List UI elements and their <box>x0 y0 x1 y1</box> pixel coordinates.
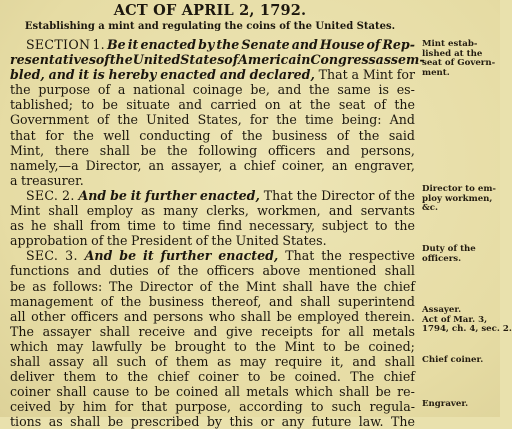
text-line: deliver them to the chief coiner to be coined. The chief <box>10 369 415 385</box>
margin-note-line: Act of Mar. 3, <box>422 314 488 325</box>
text-line: tablished; to be situate and carried on at the seat of the <box>10 97 415 113</box>
margin-note-line: Engraver. <box>422 399 469 409</box>
act-subtitle: Establishing a mint and regulating the coins of the United States. <box>24 21 396 32</box>
margin-note-line: ploy workmen, <box>422 193 493 204</box>
margin-note-assayer <box>422 305 512 335</box>
text-line: the purpose of a national coinage be, and the same is es- <box>10 82 415 98</box>
text-line: namely,—a Director, an assayer, a chief coiner, an engraver, <box>10 157 415 173</box>
text-line: resentatives of the United States of America in Congress assem- <box>10 52 425 68</box>
text-line: functions and duties of the officers above mentioned shall <box>10 263 415 279</box>
margin-note-line: lished at the <box>422 48 483 59</box>
margin-note-mint-established <box>422 40 498 78</box>
text-line: which may lawfully be brought to the Mint to be coined; <box>10 338 415 354</box>
margin-note-line: Mint estab- <box>422 39 478 49</box>
margin-note-line: officers. <box>422 253 462 264</box>
text-line: SECTION 1. Be it enacted by the Senate and House of Rep- <box>26 37 415 52</box>
text-line: shall assay all such of them as may require it, and shall <box>10 353 415 369</box>
text-line: approbation of the President of the United States. <box>10 233 327 249</box>
margin-note-line: Duty of the <box>422 244 476 254</box>
text-line: bled, and it is hereby enacted and declared, That a Mint for <box>10 67 415 83</box>
margin-note-line: 1794, ch. 4, sec. 2. <box>422 324 512 335</box>
margin-note-duty-officers <box>422 245 498 264</box>
margin-note-line: Assayer. <box>422 305 462 315</box>
margin-note-line: ment. <box>422 67 450 78</box>
text-line: coiner shall cause to be coined all metals which shall be re- <box>10 384 415 400</box>
margin-note-line: Director to em- <box>422 184 496 194</box>
text-line: Government of the United States, for the time being: And <box>10 112 415 128</box>
text-line: a treasurer. <box>10 172 84 188</box>
text-line: management of the business thereof, and shall superintend <box>10 293 415 309</box>
margin-note-engraver <box>422 400 498 410</box>
margin-note-line: Chief coiner. <box>422 355 484 365</box>
text-line: The assayer shall receive and give receipts for all metals <box>10 323 415 339</box>
text-line: SEC. 2. And be it further enacted, That the Director of the <box>26 187 415 203</box>
act-title: ACT OF APRIL 2, 1792. <box>113 2 307 19</box>
text-line: SEC. 3. And be it further enacted, That the respective <box>26 248 415 264</box>
margin-note-line: &c. <box>422 203 438 214</box>
text-line: tions as shall be prescribed by this or any future law. The <box>10 414 415 429</box>
text-line: as he shall from time to time find necessary, subject to the <box>10 218 415 234</box>
margin-note-director-employ <box>422 185 498 214</box>
text-line: all other officers and persons who shall be employed therein. <box>10 308 415 324</box>
text-line: ceived by him for that purpose, according to such regula- <box>10 399 415 415</box>
margin-note-line: seat of Govern- <box>422 58 496 69</box>
act-body-text <box>10 37 425 429</box>
text-line: Mint, there shall be the following officers and persons, <box>10 142 415 158</box>
text-line: Mint shall employ as many clerks, workmen, and servants <box>10 203 415 219</box>
margin-note-chief-coiner <box>422 356 498 366</box>
text-line: be as follows: The Director of the Mint shall have the chief <box>10 278 415 294</box>
text-line: that for the well conducting of the business of the said <box>10 127 415 143</box>
